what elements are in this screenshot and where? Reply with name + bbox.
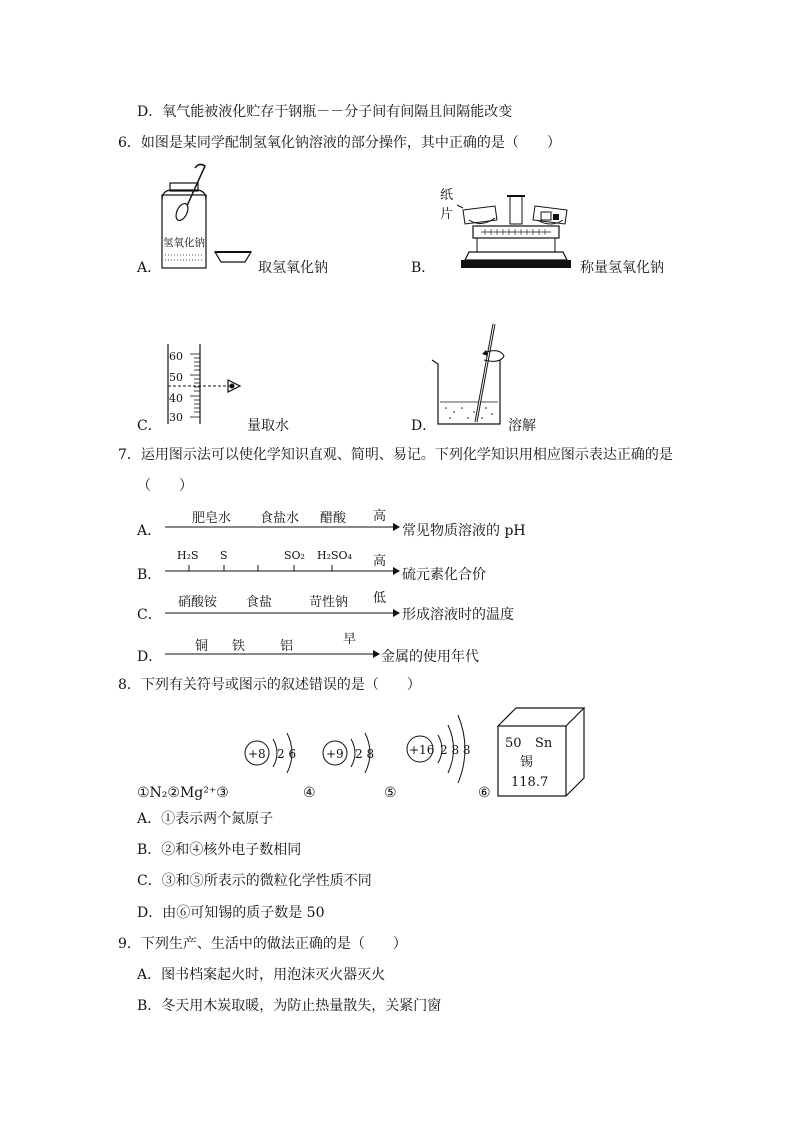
q8-symbols-label: ①N₂②Mg²⁺③ <box>137 785 229 801</box>
atom-4-shells: 2 6 <box>277 747 297 761</box>
atom-diagram-4 <box>235 725 310 785</box>
paper-label-2: 片 <box>440 207 454 222</box>
element-box-tin <box>495 705 590 800</box>
q7-d-item-1: 铜 <box>195 639 209 654</box>
q7-a-item-3: 醋酸 <box>320 511 347 526</box>
element-symbol: Sn <box>535 736 553 751</box>
q7-d-item-2: 铁 <box>232 639 246 654</box>
q7-b-letter: B． <box>137 567 162 583</box>
q5-option-d: D．氧气能被液化贮存于钢瓶－－分子间有间隔且间隔能改变 <box>137 104 513 120</box>
q7-a-number-line <box>160 500 405 535</box>
atom-5-nucleus: +9 <box>326 747 344 761</box>
q9-stem: 9．下列生产、生活中的做法正确的是（ ） <box>118 936 407 952</box>
atom-6-nucleus: +16 <box>409 743 435 757</box>
q7-c-number-line <box>160 584 405 619</box>
atom-5-number: ⑤ <box>384 785 397 801</box>
q7-b-item-2: S <box>220 549 228 562</box>
q7-d-item-3: 铝 <box>280 639 294 654</box>
q7-c-item-3: 苛性钠 <box>309 595 349 610</box>
q7-b-item-1: H₂S <box>177 549 199 562</box>
q7-b-number-line <box>160 544 405 579</box>
paper-label-1: 纸 <box>440 188 454 203</box>
atom-diagram-5 <box>313 725 388 785</box>
q8-option-b: B．②和④核外电子数相同 <box>137 842 302 858</box>
q9-option-a: A．图书档案起火时，用泡沫灭火器灭火 <box>137 967 386 983</box>
q7-c-item-1: 硝酸铵 <box>178 595 218 610</box>
q7-a-end: 高 <box>373 509 387 524</box>
cylinder-tick-60: 60 <box>169 350 183 363</box>
q6-a-caption: 取氢氧化钠 <box>258 260 328 276</box>
q7-c-desc: 形成溶液时的温度 <box>402 607 514 623</box>
q6-figure-c-cylinder <box>160 342 255 427</box>
q7-b-item-4: H₂SO₄ <box>317 549 352 562</box>
q7-stem: 7．运用图示法可以使化学知识直观、简明、易记。下列化学知识用相应图示表达正确的是 <box>118 447 673 463</box>
q6-stem: 6．如图是某同学配制氢氧化钠溶液的部分操作，其中正确的是（ ） <box>118 135 561 151</box>
cylinder-tick-40: 40 <box>169 392 183 405</box>
cylinder-tick-30: 30 <box>169 411 183 424</box>
element-name: 锡 <box>520 755 534 770</box>
q7-a-item-2: 食盐水 <box>260 511 300 526</box>
element-mass: 118.7 <box>511 775 549 790</box>
q6-figure-d-beaker <box>430 320 515 430</box>
q6-c-letter: C． <box>137 418 162 434</box>
q6-figure-b-balance <box>455 190 580 275</box>
atom-6-shells: 2 8 8 <box>440 743 471 757</box>
q6-a-letter: A． <box>137 260 162 276</box>
q7-stem-paren: （ ） <box>137 478 193 494</box>
q9-option-b: B．冬天用木炭取暖，为防止热量散失，关紧门窗 <box>137 998 442 1014</box>
q6-b-caption: 称量氢氧化钠 <box>580 260 664 276</box>
q6-d-caption: 溶解 <box>508 418 536 434</box>
q6-b-letter: B． <box>411 260 436 276</box>
q7-a-desc: 常见物质溶液的 pH <box>402 523 526 539</box>
q7-d-letter: D． <box>137 649 163 665</box>
q8-option-c: C．③和⑤所表示的微粒化学性质不同 <box>137 873 372 889</box>
q7-c-letter: C． <box>137 607 162 623</box>
q7-b-end: 高 <box>373 554 387 569</box>
q7-d-number-line <box>160 626 385 661</box>
atom-4-nucleus: +8 <box>248 747 266 761</box>
atom-6-number: ⑥ <box>478 785 491 801</box>
atom-4-number: ④ <box>303 785 316 801</box>
q7-d-desc: 金属的使用年代 <box>381 649 479 665</box>
q7-c-end: 低 <box>373 591 387 606</box>
q7-b-desc: 硫元素化合价 <box>402 567 486 583</box>
element-number: 50 <box>505 736 522 751</box>
q7-b-item-3: SO₂ <box>284 549 305 562</box>
q7-a-item-1: 肥皂水 <box>192 511 232 526</box>
q6-c-caption: 量取水 <box>247 418 289 434</box>
q7-c-item-2: 食盐 <box>246 595 273 610</box>
cylinder-tick-50: 50 <box>169 371 183 384</box>
bottle-label: 氢氧化钠 <box>163 237 205 249</box>
q8-option-a: A．①表示两个氮原子 <box>137 811 274 827</box>
q6-d-letter: D． <box>411 418 437 434</box>
q7-d-end: 早 <box>343 632 357 647</box>
atom-5-shells: 2 8 <box>355 747 375 761</box>
q8-stem: 8．下列有关符号或图示的叙述错误的是（ ） <box>118 677 421 693</box>
q7-a-letter: A． <box>137 523 162 539</box>
q6-figure-a-bottle <box>155 160 265 275</box>
atom-diagram-6 <box>400 703 485 788</box>
q8-option-d: D．由⑥可知锡的质子数是 50 <box>137 905 325 921</box>
